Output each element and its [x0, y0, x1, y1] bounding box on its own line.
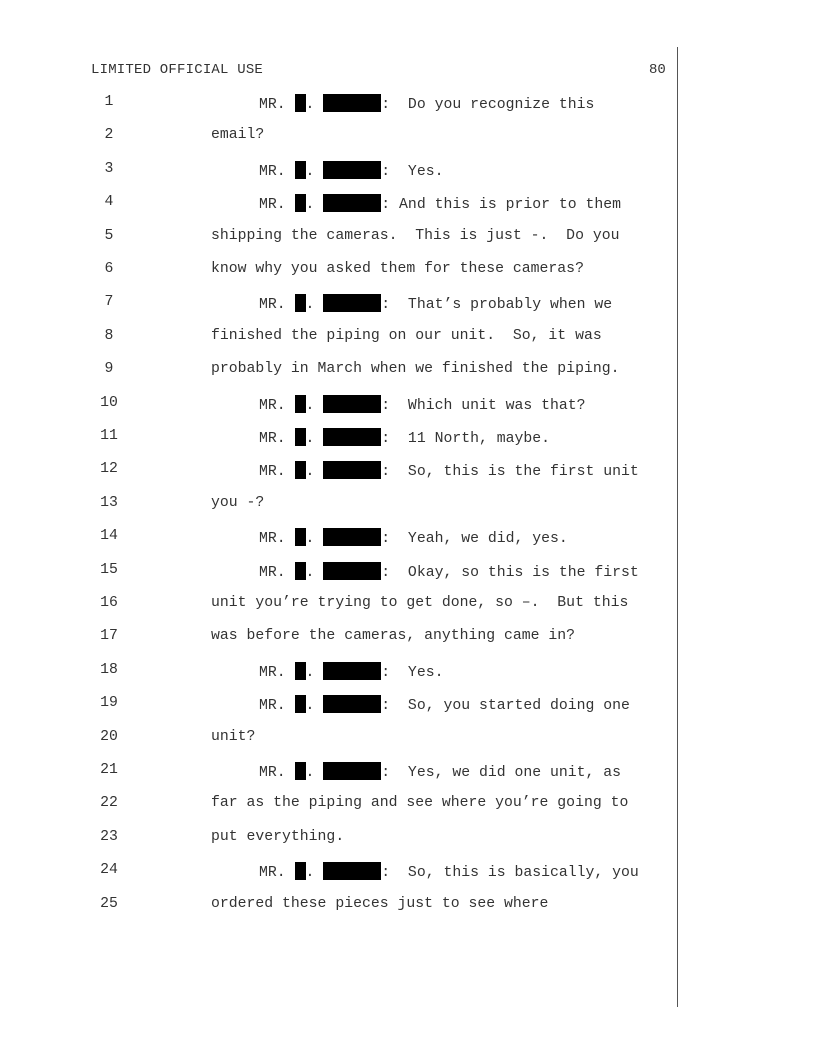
- speaker-prefix: MR.: [259, 431, 295, 447]
- speaker-dot: .: [305, 698, 324, 715]
- speaker-line: [259, 562, 639, 581]
- redaction-block: [323, 528, 381, 546]
- line-text: was before the cameras, anything came in?: [211, 628, 576, 645]
- speaker-prefix: MR.: [259, 765, 295, 781]
- line-number: 10: [100, 394, 118, 411]
- redaction-block: [295, 662, 306, 680]
- transcript-line: [0, 829, 816, 849]
- redaction-block: [323, 862, 381, 880]
- line-text: : Okay, so this is the first: [381, 564, 639, 581]
- line-number: 16: [100, 595, 118, 611]
- transcript-line: [0, 461, 816, 481]
- speaker-prefix: MR.: [259, 865, 295, 882]
- speaker-line: [259, 762, 621, 781]
- speaker-line: [259, 94, 594, 113]
- line-text: unit?: [211, 728, 256, 745]
- speaker-dot: .: [305, 197, 324, 214]
- line-text: : Do you recognize this: [381, 97, 595, 113]
- transcript-line: [0, 395, 816, 415]
- line-text: : And this is prior to them: [381, 197, 622, 214]
- transcript-line: [0, 261, 816, 281]
- line-number: 9: [104, 361, 114, 378]
- redaction-block: [295, 428, 306, 446]
- speaker-dot: .: [305, 765, 324, 781]
- transcript-line: [0, 862, 816, 882]
- redaction-block: [295, 762, 306, 780]
- line-text: finished the piping on our unit. So, it was: [211, 327, 602, 344]
- speaker-dot: .: [305, 865, 324, 882]
- redaction-block: [323, 428, 381, 446]
- transcript-line: [0, 896, 816, 916]
- transcript-line: [0, 194, 816, 214]
- line-text: probably in March when we finished the piping.: [211, 361, 620, 378]
- speaker-prefix: MR.: [259, 664, 295, 681]
- speaker-prefix: MR.: [259, 531, 295, 548]
- line-text: : Yes.: [381, 163, 444, 180]
- line-text: : 11 North, maybe.: [381, 431, 551, 447]
- speaker-dot: .: [305, 431, 324, 447]
- transcript-line: [0, 528, 816, 548]
- line-number: 12: [100, 461, 118, 478]
- redaction-block: [323, 695, 381, 713]
- line-text: : Yeah, we did, yes.: [381, 531, 568, 548]
- transcript-line: [0, 328, 816, 348]
- line-text: know why you asked them for these cameras?: [211, 261, 584, 277]
- page-header-classification: LIMITED OFFICIAL USE: [91, 62, 264, 78]
- line-number: 25: [100, 895, 118, 912]
- transcript-line: [0, 662, 816, 682]
- speaker-dot: .: [305, 531, 324, 548]
- transcript-line: [0, 294, 816, 314]
- line-text: you -?: [211, 494, 265, 511]
- line-text: : Yes, we did one unit, as: [381, 765, 622, 781]
- speaker-prefix: MR.: [259, 698, 295, 715]
- line-number: 7: [104, 294, 114, 311]
- speaker-line: [259, 194, 621, 213]
- redaction-block: [323, 562, 381, 580]
- transcript-line: [0, 795, 816, 815]
- page-number: 80: [649, 62, 666, 78]
- line-text: : That’s probably when we: [381, 297, 613, 314]
- redaction-block: [295, 695, 306, 713]
- redaction-block: [295, 862, 306, 880]
- redaction-block: [323, 161, 381, 179]
- line-text: put everything.: [211, 828, 345, 845]
- redaction-block: [295, 562, 306, 580]
- line-number: 17: [100, 628, 118, 645]
- line-number: 8: [104, 327, 114, 344]
- line-number: 23: [100, 828, 118, 845]
- redaction-block: [323, 294, 381, 312]
- speaker-line: [259, 461, 639, 480]
- speaker-prefix: MR.: [259, 197, 295, 214]
- redaction-block: [323, 194, 381, 212]
- line-text: email?: [211, 127, 265, 144]
- redaction-block: [295, 194, 306, 212]
- redaction-block: [295, 528, 306, 546]
- speaker-dot: .: [305, 297, 324, 314]
- speaker-dot: .: [305, 397, 324, 414]
- line-text: : Yes.: [381, 664, 444, 681]
- line-number: 3: [104, 160, 114, 177]
- transcript-line: [0, 361, 816, 381]
- transcript-line: [0, 428, 816, 448]
- transcript-line: [0, 495, 816, 515]
- transcript-line: [0, 595, 816, 615]
- redaction-block: [323, 461, 381, 479]
- line-number: 21: [100, 762, 118, 778]
- redaction-block: [295, 395, 306, 413]
- redaction-block: [295, 94, 306, 112]
- line-number: 4: [104, 194, 114, 211]
- speaker-dot: .: [305, 163, 324, 180]
- speaker-line: [259, 294, 612, 313]
- speaker-prefix: MR.: [259, 397, 295, 414]
- speaker-prefix: MR.: [259, 564, 295, 581]
- transcript-line: [0, 729, 816, 749]
- transcript-line: [0, 94, 816, 114]
- speaker-line: [259, 695, 630, 714]
- line-number: 13: [100, 494, 118, 511]
- transcript-line: [0, 228, 816, 248]
- line-text: ordered these pieces just to see where: [211, 895, 549, 912]
- speaker-line: [259, 662, 443, 681]
- line-number: 18: [100, 661, 118, 678]
- redaction-block: [295, 461, 306, 479]
- redaction-block: [323, 662, 381, 680]
- transcript-line: [0, 762, 816, 782]
- speaker-prefix: MR.: [259, 297, 295, 314]
- line-number: 14: [100, 528, 118, 545]
- redaction-block: [323, 395, 381, 413]
- line-text: shipping the cameras. This is just -. Do you: [211, 227, 620, 244]
- line-text: unit you’re trying to get done, so –. But this: [211, 595, 629, 611]
- transcript-line: [0, 695, 816, 715]
- line-number: 2: [104, 127, 114, 144]
- speaker-line: [259, 395, 586, 414]
- redaction-block: [295, 294, 306, 312]
- redaction-block: [295, 161, 306, 179]
- speaker-line: [259, 528, 568, 547]
- line-number: 24: [100, 862, 118, 879]
- line-number: 20: [100, 728, 118, 745]
- line-number: 11: [100, 428, 118, 444]
- speaker-line: [259, 161, 443, 180]
- speaker-prefix: MR.: [259, 464, 295, 481]
- line-number: 6: [104, 261, 114, 277]
- transcript-line: [0, 127, 816, 147]
- speaker-dot: .: [305, 664, 324, 681]
- redaction-block: [323, 762, 381, 780]
- speaker-line: [259, 862, 639, 881]
- speaker-dot: .: [305, 464, 324, 481]
- transcript-line: [0, 628, 816, 648]
- line-text: : So, this is basically, you: [381, 865, 639, 882]
- line-text: : So, this is the first unit: [381, 464, 639, 481]
- speaker-dot: .: [305, 97, 324, 113]
- line-text: : Which unit was that?: [381, 397, 586, 414]
- line-text: : So, you started doing one: [381, 698, 630, 715]
- line-number: 19: [100, 695, 118, 712]
- redaction-block: [323, 94, 381, 112]
- line-number: 15: [100, 561, 118, 578]
- line-number: 1: [104, 94, 114, 110]
- transcript-line: [0, 562, 816, 582]
- speaker-prefix: MR.: [259, 163, 295, 180]
- line-number: 22: [100, 795, 118, 812]
- line-number: 5: [104, 227, 114, 244]
- speaker-line: [259, 428, 550, 447]
- transcript-line: [0, 161, 816, 181]
- line-text: far as the piping and see where you’re going to: [211, 795, 629, 812]
- speaker-prefix: MR.: [259, 97, 295, 113]
- speaker-dot: .: [305, 564, 324, 581]
